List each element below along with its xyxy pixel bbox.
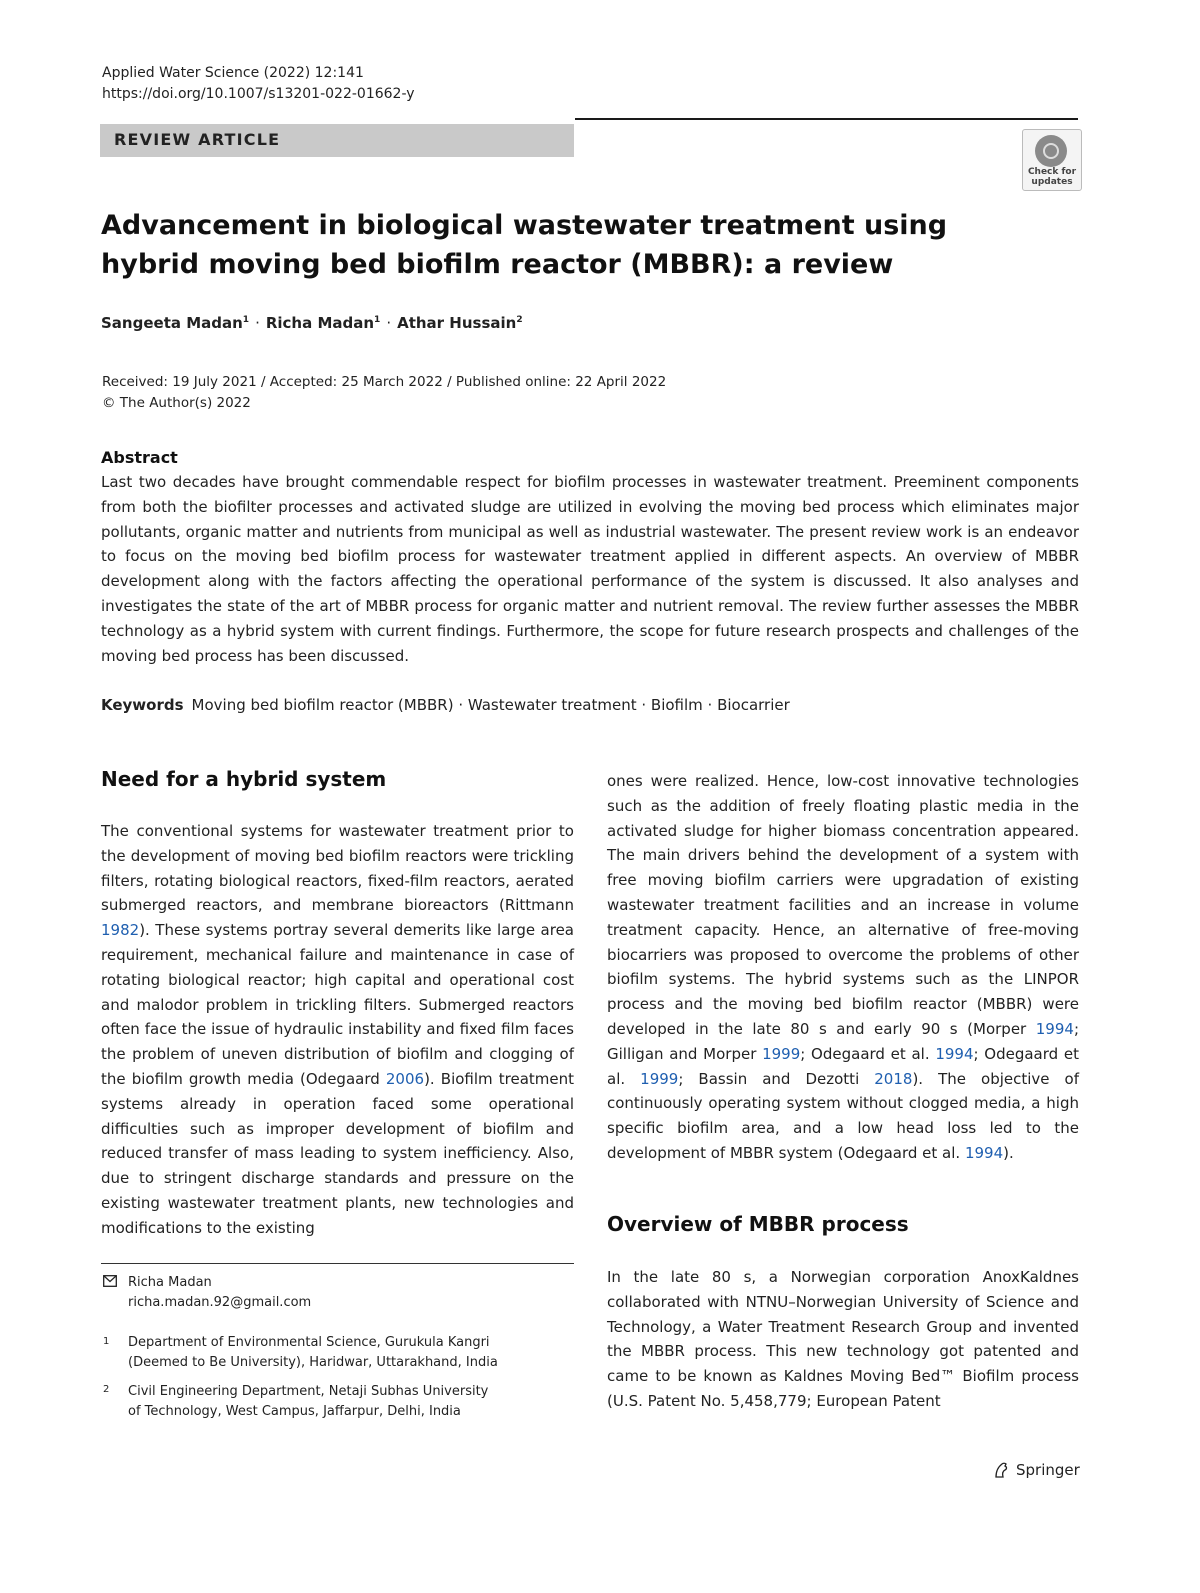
text-run: ones were realized. Hence, low-cost innovative technologies such as the addition of freely floating plastic media in the activated sludge for higher biomass concentration appeared. The main drivers behind the development of a system with free moving biofilm carriers were upgradation of existing wastewater treatment facilities and an increase in volume treatment capacity. Hence, an alternative of free-moving biocarriers was proposed to overcome the problems of other biofilm systems. The hybrid systems such as the LINPOR process and the moving bed biofilm reactor (MBBR) were developed in the late 80 s and early 90 s (Morper [607,772,1079,1038]
text-run: ; Odegaard et al. [607,1044,1079,1088]
author-name[interactable]: Sangeeta Madan [101,314,243,332]
journal-header [102,63,415,105]
affiliation-line: Civil Engineering Department, Netaji Subhas University [128,1384,489,1399]
affiliation-1 [128,1333,498,1373]
update-icon [1035,135,1067,167]
citation-link[interactable]: 2006 [385,1069,425,1088]
publisher-name: Springer [1016,1461,1080,1479]
email-icon [103,1274,117,1294]
keywords-list: Moving bed biofilm reactor (MBBR) · Wastewater treatment · Biofilm · Biocarrier [191,696,790,714]
affiliation-line: Department of Environmental Science, Gurukula Kangri [128,1335,490,1350]
affiliation-2 [128,1382,488,1422]
article-type-label: REVIEW ARTICLE [114,130,281,149]
abstract-heading: Abstract [101,448,178,467]
citation-link[interactable]: 1994 [935,1044,974,1063]
article-type-banner [100,124,574,157]
text-run: ). Biofilm treatment systems already in operation faced some operational difficulties such as improper development of biofilm and reduced transfer of mass leading to system inefficiency. Also, due to stringent discharge standards and pressure on the existing wastewater treatment plants, new technologies and modifications to the existing [101,1069,574,1237]
affiliation-line: of Technology, West Campus, Jaffarpur, Delhi, India [128,1404,461,1419]
affiliation-number: 2 [103,1384,110,1395]
citation-link[interactable]: 1994 [1035,1019,1074,1038]
author-name[interactable]: Athar Hussain [397,314,517,332]
citation-link[interactable]: 1999 [762,1044,801,1063]
text-run: The conventional systems for wastewater treatment prior to the development of moving bed biofilm reactors were trickling filters, rotating biological reactors, fixed-film reactors, aerated submerged reactors, and membrane bioreactors (Rittmann [101,822,574,915]
keywords [101,696,790,714]
springer-horse-icon [992,1461,1010,1479]
section-body-hybrid-system [101,819,574,1241]
publication-dates [102,372,666,414]
section-heading-hybrid-system: Need for a hybrid system [101,767,387,791]
article-title: Advancement in biological wastewater treatment using hybrid moving bed biofilm reactor (MBBR): a review [101,210,948,280]
citation-link[interactable]: 2018 [874,1069,913,1088]
corresponding-author [128,1273,311,1313]
section-body-hybrid-system-continued [607,769,1079,1166]
section-heading-mbbr-overview: Overview of MBBR process [607,1212,909,1236]
badge-label: Check for updates [1027,167,1077,187]
paragraph [607,769,1079,1166]
author-name[interactable]: Richa Madan [265,314,375,332]
header-rule [575,118,1078,120]
affiliation-number: 1 [103,1336,110,1347]
citation-link[interactable]: 1994 [964,1143,1004,1162]
text-run: ). The objective of continuously operating system without clogged media, a high specific biofilm area, and a low head loss led to the development of MBBR system (Odegaard et al. [607,1069,1079,1162]
corresponding-author-email[interactable]: richa.madan.92@gmail.com [128,1295,312,1310]
citation-link[interactable]: 1999 [640,1069,679,1088]
author-affiliation-marker: 2 [516,315,523,325]
text-run: ; Bassin and Dezotti [678,1069,875,1088]
doi-link[interactable]: https://doi.org/10.1007/s13201-022-01662-y [102,86,415,102]
paragraph [101,819,574,1241]
publisher-logo [992,1461,1080,1479]
footnote-rule [101,1263,574,1264]
text-run: ; Gilligan and Morper [607,1019,1079,1063]
journal-citation: Applied Water Science (2022) 12:141 [102,65,364,81]
dates-line: Received: 19 July 2021 / Accepted: 25 March 2022 / Published online: 22 April 2022 [102,374,667,390]
abstract-text: Last two decades have brought commendable respect for biofilm processes in wastewater treatment. Preeminent components from both the biofilter processes and activated sludge are utilized in evolving the moving bed process which eliminates major pollutants, organic matter and nutrients from municipal as well as industrial wastewater. The present review work is an endeavor to focus on the moving bed biofilm process for wastewater treatment applied in different aspects. An overview of MBBR development along with the factors affecting the operational performance of the system is discussed. It also analyses and investigates the state of the art of MBBR process for organic matter and nutrient removal. The review further assesses the MBBR technology as a hybrid system with current findings. Furthermore, the scope for future research prospects and challenges of the moving bed process has been discussed. [101,473,1079,665]
section-body-mbbr-overview: In the late 80 s, a Norwegian corporation AnoxKaldnes collaborated with NTNU–Norwegian University of Science and Technology, a Water Treatment Research Group and invented the MBBR process. This new technology got patented and came to be known as Kaldnes Moving Bed™ Biofilm process (U.S. Patent No. 5,458,779; European Patent [607,1268,1079,1410]
corresponding-author-name: Richa Madan [128,1275,212,1290]
text-run: ; Odegaard et al. [800,1044,936,1063]
check-for-updates-badge[interactable] [1022,129,1082,191]
citation-link[interactable]: 1982 [101,921,140,940]
copyright-line: © The Author(s) 2022 [102,395,251,411]
affiliation-line: (Deemed to Be University), Haridwar, Uttarakhand, India [128,1355,498,1370]
author-list: Sangeeta Madan$^1$ · Richa Madan$^1$ · Athar Hussain$^2$ [101,314,523,332]
text-run: ). [1003,1143,1014,1162]
keywords-label: Keywords [101,696,184,714]
text-run: ). These systems portray several demerits like large area requirement, mechanical failure and maintenance in case of rotating biological reactor; high capital and operational cost and malodor problem in trickling filters. Submerged reactors often face the issue of hydraulic instability and fixed film faces the problem of uneven distribution of biofilm and clogging of the biofilm growth media (Odegaard [101,921,574,1088]
author-affiliation-marker: 1 [374,315,381,325]
author-affiliation-marker: 1 [242,315,250,325]
